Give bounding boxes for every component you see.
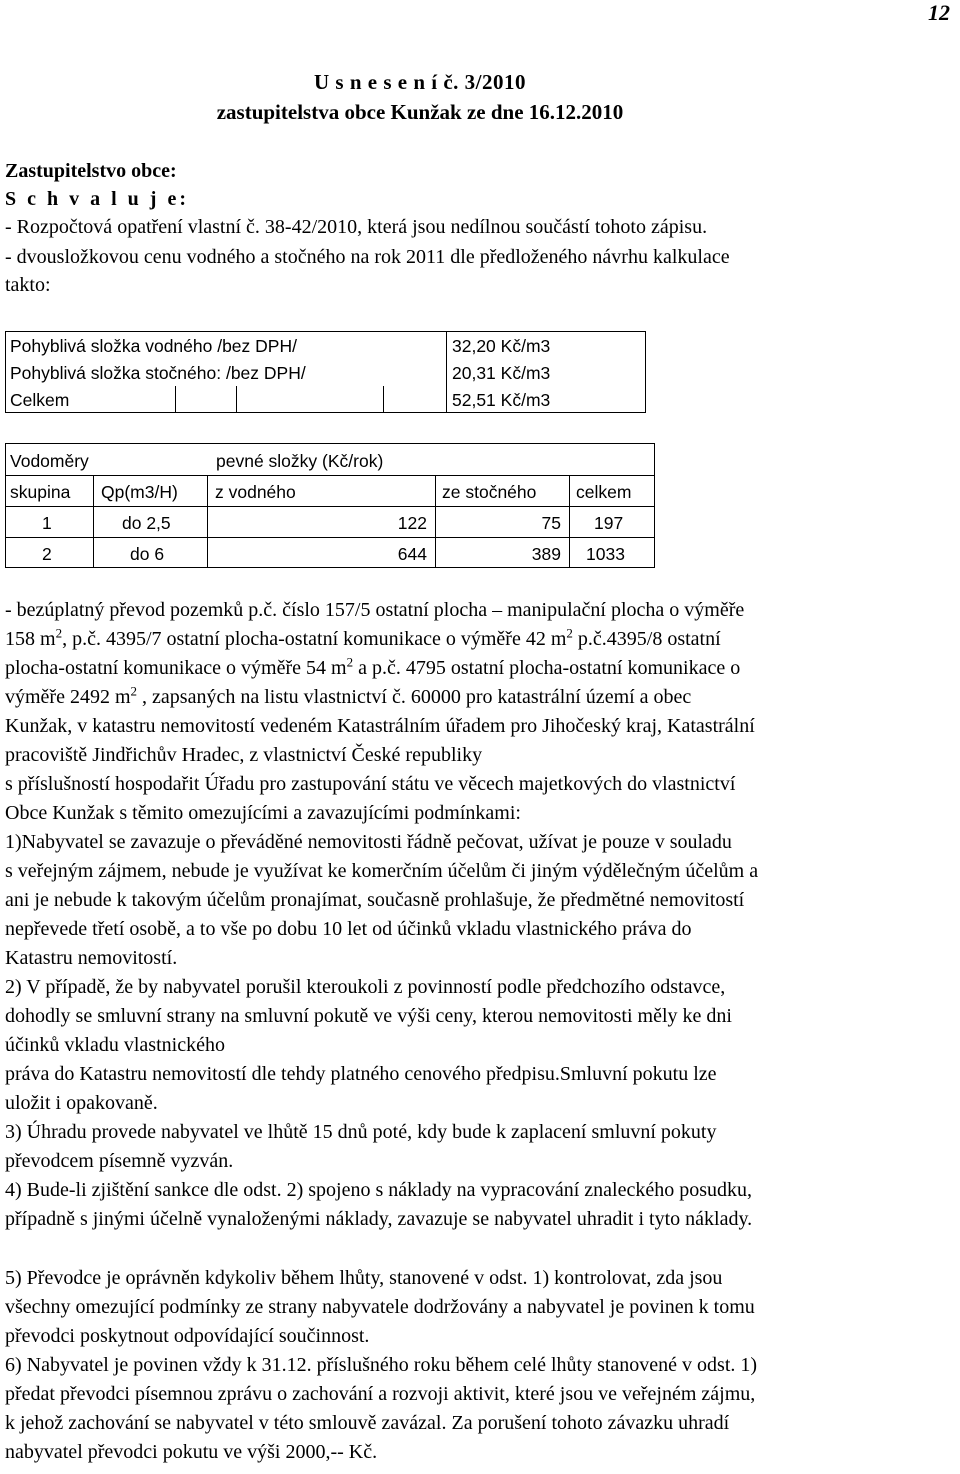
table-cell: 197 [594,513,624,533]
price-table [5,331,646,413]
text-line: převodci poskytnout odpovídající součinnost. [5,1325,370,1347]
price-row-value: 32,20 Kč/m3 [452,336,551,356]
text-line: práva do Katastru nemovitostí dle tehdy platného cenového předpisu.Smluvní pokutu lze [5,1063,717,1085]
column-header: celkem [576,482,632,502]
price-row-label: Pohyblivá složka vodného /bez DPH/ [10,336,297,356]
text-line: výměře 2492 $m^2$ , zapsaných na listu vlastnictví č. 60000 pro katastrální území a obec [5,683,692,708]
table-cell: do 6 [130,544,165,564]
table-cell: 389 [531,544,561,564]
text-line: uložit i opakovaně. [5,1092,158,1114]
fixed-fee-title: pevné složky (Kč/rok) [216,451,384,471]
water-price-item: - dvousložkovou cenu vodného a stočného na rok 2011 dle předloženého návrhu kalkulace [5,246,730,268]
text-line: nabyvatel převodci pokutu ve výši 2000,-- Kč. [5,1441,378,1463]
text-line: s veřejným zájmem, nebude je využívat ke komerčním účelům či jiným výdělečným účelům a [5,860,759,882]
price-row-label: Pohyblivá složka stočného: /bez DPH/ [10,363,306,383]
table-cell: 644 [397,544,427,564]
price-row-value: 52,51 Kč/m3 [452,390,551,410]
text-line: 158 $m^2$, p.č. 4395/7 ostatní plocha-ostatní komunikace o výměře 42 $m^2$ p.č.4395/8 ostatní [5,625,721,650]
text-line: předat převodci písemnou zprávu o zachování a rozvoji aktivit, které jsou ve veřejném zájmu, [5,1383,756,1405]
text-line: 3) Úhradu provede nabyvatel ve lhůtě 15 dnů poté, kdy bude k zaplacení smluvní pokuty [5,1121,717,1143]
text-line: nepřevede třetí osobě, a to vše po dobu 10 let od účinků vkladu vlastnického práva do [5,918,692,940]
text-line: všechny omezující podmínky ze strany nabyvatele dodržovány a nabyvatel je povinen k tomu [5,1296,755,1318]
table-cell: 1 [42,513,52,533]
text-line: 6) Nabyvatel je povinen vždy k 31.12. příslušného roku během celé lhůty stanovené v odst. 1) [5,1354,758,1376]
text-line: Katastru nemovitostí. [5,947,178,969]
water-price-item-cont: takto: [5,274,51,296]
text-line: pracoviště Jindřichův Hradec, z vlastnictví České republiky [5,744,483,766]
council-heading: Zastupitelstvo obce: [5,160,177,182]
price-row-label: Celkem [10,390,70,410]
text-line: 1)Nabyvatel se zavazuje o převáděné nemovitosti řádně pečovat, užívat je pouze v souladu [5,831,732,853]
resolution-subtitle: zastupitelstva obce Kunžak ze dne 16.12.2010 [216,100,624,124]
table-cell: 122 [397,513,427,533]
table-cell: 75 [541,513,561,533]
text-line: dohodly se smluvní strany na smluvní pokutě ve výši ceny, kterou nemovitosti měly ke dni [5,1005,732,1027]
text-line: ani je nebude k takovým účelům pronajímat, současně prohlašuje, že předmětné nemovitostí [5,889,745,911]
price-row-value: 20,31 Kč/m3 [452,363,551,383]
table-cell: do 2,5 [122,513,171,533]
table-cell: 1033 [586,544,625,564]
table-cell: 2 [42,544,52,564]
text-line: převodcem písemně vyzván. [5,1150,234,1172]
meter-table [5,443,655,568]
text-line: Obce Kunžak s těmito omezujícími a zavazujícími podmínkami: [5,802,521,824]
budget-measures-item: - Rozpočtová opatření vlastní č. 38-42/2010, která jsou nedílnou součástí tohoto zápisu. [5,216,708,238]
text-line: 5) Převodce je oprávněn kdykoliv během lhůty, stanovené v odst. 1) kontrolovat, zda jsou [5,1267,723,1289]
text-line: plocha-ostatní komunikace o výměře 54 $m^2$ a p.č. 4795 ostatní plocha-ostatní komunikace o [5,654,741,679]
text-line: 2) V případě, že by nabyvatel porušil kteroukoli z povinností podle předchozího odstavce, [5,976,726,998]
text-line: - bezúplatný převod pozemků p.č. číslo 157/5 ostatní plocha – manipulační plocha o výměře [5,599,745,621]
text-line: 4) Bude-li zjištění sankce dle odst. 2) spojeno s náklady na vypracování znaleckého posudku, [5,1179,753,1201]
meter-title: Vodoměry [10,451,89,471]
text-line: k jehož zachování se nabyvatel v této smlouvě zavázal. Za porušení tohoto závazku uhradí [5,1412,730,1434]
text-line: Kunžak, v katastru nemovitostí vedeném Katastrálním úřadem pro Jihočeský kraj, Katastrální [5,715,755,737]
page-number: 12 [928,0,950,25]
column-header: z vodného [215,482,296,502]
text-line: účinků vkladu vlastnického [5,1034,225,1056]
column-header: ze stočného [442,482,537,502]
column-header: skupina [10,482,71,502]
column-header: Qp(m3/H) [101,482,178,502]
approves-heading: S c h v a l u j e: [5,188,189,210]
text-line: případně s jinými účelně vynaloženými náklady, zavazuje se nabyvatel uhradit i tyto náklady. [5,1208,753,1230]
text-line: s příslušností hospodařit Úřadu pro zastupování státu ve věcech majetkových do vlastnictví [5,773,736,795]
resolution-title: U s n e s e n í č. 3/2010 [314,70,526,94]
